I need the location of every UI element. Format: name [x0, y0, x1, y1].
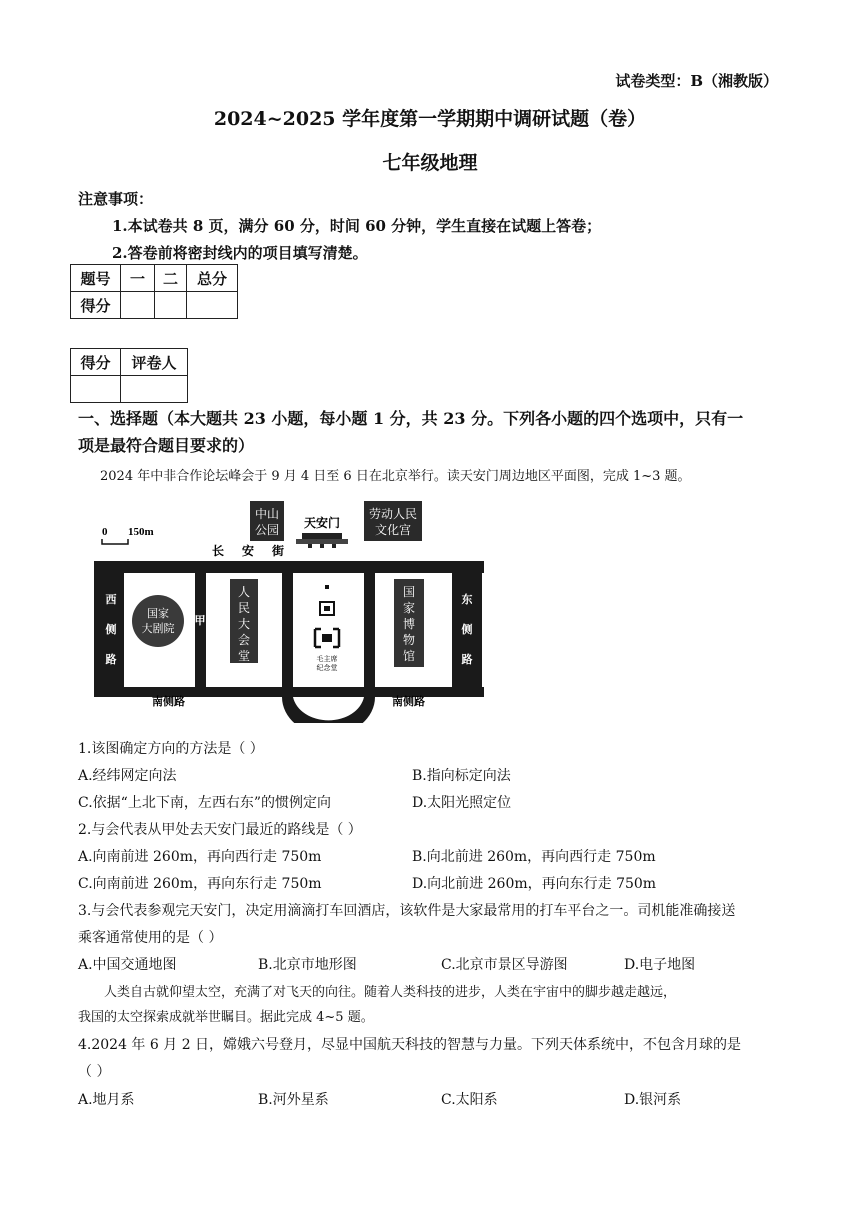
south-road-label-west: 南侧路 — [152, 695, 185, 708]
great-hall-label: 会 — [237, 633, 251, 647]
answer-option[interactable]: D.银河系 — [624, 1092, 682, 1108]
south-road-label-east: 南侧路 — [392, 695, 425, 708]
question-stem: 3.与会代表参观完天安门，决定用滴滴打车回酒店，该软件是大家最常用的打车平台之一。司机能准确接送 — [78, 903, 736, 919]
zhongshan-park-label: 中山 — [254, 507, 280, 521]
memorial-hall-label: 毛主席 — [316, 655, 338, 663]
great-hall-label: 大 — [237, 617, 251, 631]
zhongshan-park-label: 公园 — [254, 523, 280, 537]
passage-text-cont: 我国的太空探索成就举世瞩目。据此完成 4~5 题。 — [78, 1010, 374, 1025]
east-road-label: 东 — [461, 593, 473, 606]
score-cell[interactable] — [121, 292, 155, 319]
notice-item: 1.本试卷共 8 页，满分 60 分，时间 60 分钟，学生直接在试题上答卷； — [112, 217, 602, 235]
great-hall-label: 堂 — [237, 649, 251, 663]
passage-text: 人类自古就仰望太空，充满了对飞天的向往。随着人类科技的进步，人类在宇宙中的脚步越走越远， — [104, 985, 677, 1000]
flagpole-icon — [325, 585, 329, 589]
question-stem-cont: 乘客通常使用的是（ ） — [78, 930, 223, 946]
score-cell[interactable] — [187, 292, 238, 319]
answer-option[interactable]: B.河外星系 — [258, 1092, 329, 1108]
notice-heading: 注意事项： — [78, 190, 154, 208]
national-theatre-icon — [132, 595, 184, 647]
score-table-header: 一 — [121, 265, 155, 292]
answer-option[interactable]: A.中国交通地图 — [78, 957, 177, 973]
score-table — [70, 264, 238, 319]
question-stem: 2.与会代表从甲处去天安门最近的路线是（ ） — [78, 822, 362, 838]
answer-option[interactable]: D.向北前进 260m，再向东行走 750m — [412, 876, 657, 892]
changan-street-label: 安 — [242, 544, 255, 558]
question-stem: 1.该图确定方向的方法是（ ） — [78, 741, 264, 757]
paper-type-label: 试卷类型：B（湘教版） — [615, 72, 778, 90]
passage-intro: 2024 年中非合作论坛峰会于 9 月 4 日至 6 日在北京举行。读天安门周边地区平面图，完成 1~3 题。 — [100, 469, 691, 484]
point-jia-label: 甲 — [194, 614, 206, 627]
answer-option[interactable]: A.地月系 — [78, 1092, 135, 1108]
scale-zero: 0 — [102, 526, 108, 538]
west-road-label: 侧 — [105, 623, 117, 636]
answer-option[interactable]: C.北京市景区导游图 — [441, 957, 568, 973]
answer-option[interactable]: A.向南前进 260m，再向西行走 750m — [78, 849, 322, 865]
west-road-label: 西 — [105, 593, 117, 606]
changan-street-label: 长 — [212, 544, 225, 558]
answer-option[interactable]: B.北京市地形图 — [258, 957, 357, 973]
answer-option[interactable]: D.电子地图 — [624, 957, 696, 973]
answer-option[interactable]: C.太阳系 — [441, 1092, 498, 1108]
exam-subtitle: 七年级地理 — [382, 152, 478, 174]
score-table-header: 总分 — [187, 265, 238, 292]
grader-table-header: 评卷人 — [121, 349, 188, 376]
question-paren: （ ） — [78, 1064, 111, 1080]
national-theatre-label: 国家 — [147, 607, 169, 620]
answer-option[interactable]: C.向南前进 260m，再向东行走 750m — [78, 876, 322, 892]
cultural-palace-label: 文化宫 — [374, 523, 412, 537]
answer-option[interactable]: D.太阳光照定位 — [412, 795, 512, 811]
exam-title: 2024~2025 学年度第一学期期中调研试题（卷） — [213, 108, 647, 130]
notice-item: 2.答卷前将密封线内的项目填写清楚。 — [112, 244, 368, 262]
score-table-header: 二 — [155, 265, 187, 292]
cultural-palace-label: 劳动人民 — [368, 507, 418, 521]
east-road-label: 侧 — [461, 623, 473, 636]
section-heading: 一、选择题（本大题共 23 小题，每小题 1 分，共 23 分。下列各小题的四个选项中，只有一 — [78, 409, 744, 428]
west-road-label: 路 — [105, 653, 117, 666]
national-museum-label: 博 — [402, 617, 416, 631]
score-table-header: 题号 — [71, 265, 121, 292]
grader-table — [70, 348, 188, 403]
answer-option[interactable]: B.向北前进 260m，再向西行走 750m — [412, 849, 656, 865]
question-stem: 4.2024 年 6 月 2 日，嫦娥六号登月，尽显中国航天科技的智慧与力量。下列天体系统中，不包含月球的是 — [78, 1037, 742, 1053]
tiananmen-map — [92, 493, 494, 723]
national-museum-label: 家 — [402, 601, 416, 615]
answer-option[interactable]: C.依据“上北下南，左西右东”的惯例定向 — [78, 795, 331, 811]
national-theatre-label: 大剧院 — [141, 622, 175, 635]
memorial-hall-label: 纪念堂 — [316, 664, 338, 672]
answer-option[interactable]: B.指向标定向法 — [412, 768, 511, 784]
score-row-label: 得分 — [71, 292, 121, 319]
great-hall-label: 人 — [237, 585, 251, 599]
national-museum-label: 物 — [402, 633, 416, 647]
east-road-label: 路 — [461, 653, 473, 666]
grader-score-cell[interactable] — [71, 376, 121, 403]
grader-table-header: 得分 — [71, 349, 121, 376]
grader-name-cell[interactable] — [121, 376, 188, 403]
map-figure — [92, 493, 494, 723]
national-museum-label: 国 — [402, 585, 416, 599]
scale-length: 150m — [128, 526, 154, 538]
national-museum-label: 馆 — [402, 649, 416, 663]
section-heading-cont: 项是最符合题目要求的） — [78, 436, 255, 455]
great-hall-label: 民 — [237, 601, 251, 615]
score-cell[interactable] — [155, 292, 187, 319]
changan-street-label: 街 — [272, 544, 285, 558]
answer-option[interactable]: A.经纬网定向法 — [78, 768, 177, 784]
tiananmen-label: 天安门 — [303, 516, 341, 530]
